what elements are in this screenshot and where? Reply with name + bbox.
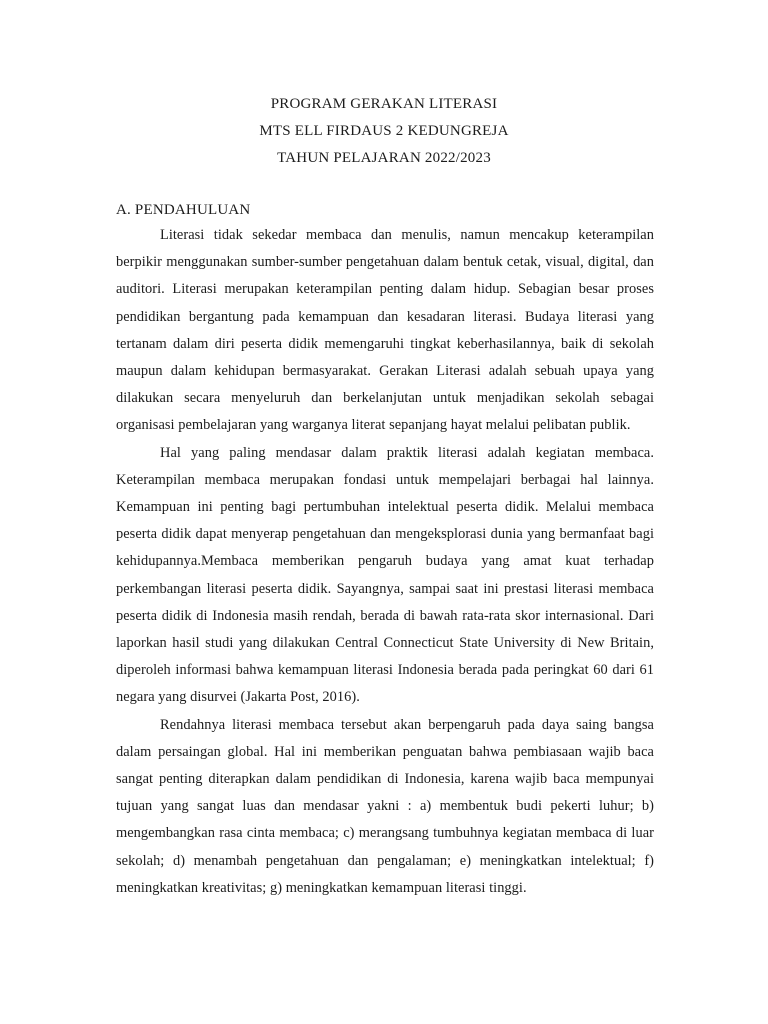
title-line-program: PROGRAM GERAKAN LITERASI — [270, 96, 498, 112]
title-line-school: MTS ELL FIRDAUS 2 KEDUNGREJA — [259, 123, 509, 139]
title-line-year: TAHUN PELAJARAN 2022/2023 — [277, 150, 491, 166]
section-heading-pendahuluan: A. PENDAHULUAN — [116, 202, 251, 218]
paragraph-wajib-baca: Rendahnya literasi membaca tersebut akan berpengaruh pada daya saing bangsa dalam persaingan global. Hal ini memberikan penguatan bahwa pembiasaan wajib baca sangat penting diterapkan dalam pendidikan di Indonesia, karena wajib baca mempunyai tujuan yang sangat luas dan mendasar yakni : a) membentuk budi pekerti luhur; b) mengembangkan rasa cinta membaca; c) merangsang tumbuhnya kegiatan membaca di luar sekolah; d) menambah pengetahuan dan pengalaman; e) meningkatkan intelektual; f) meningkatkan kreativitas; g) meningkatkan kemampuan literasi tinggi. — [116, 716, 654, 896]
section-body — [116, 222, 654, 902]
paragraph-membaca: Hal yang paling mendasar dalam praktik literasi adalah kegiatan membaca. Keterampilan membaca merupakan fondasi untuk mempelajari berbagai hal lainnya. Kemampuan ini penting bagi pertumbuhan intelektual peserta didik. Melalui membaca peserta didik dapat menyerap pengetahuan dan mengeksplorasi dunia yang bermanfaat bagi kehidupannya.Membaca memberikan pengaruh budaya yang amat kuat terhadap perkembangan literasi peserta didik. Sayangnya, sampai saat ini prestasi literasi membaca peserta didik di Indonesia masih rendah, berada di bawah rata-rata skor internasional. Dari laporkan hasil studi yang dilakukan Central Connecticut State University di New Britain, diperoleh informasi bahwa kemampuan literasi Indonesia berada pada peringkat 60 dari 61 negara yang disurvei (Jakarta Post, 2016). — [116, 444, 654, 706]
paragraph-literasi-definition: Literasi tidak sekedar membaca dan menulis, namun mencakup keterampilan berpikir menggunakan sumber-sumber pengetahuan dalam bentuk cetak, visual, digital, dan auditori. Literasi merupakan keterampilan penting dalam hidup. Sebagian besar proses pendidikan bergantung pada kemampuan dan kesadaran literasi. Budaya literasi yang tertanam dalam diri peserta didik memengaruhi tingkat keberhasilannya, baik di sekolah maupun dalam kehidupan bermasyarakat. Gerakan Literasi adalah sebuah upaya yang dilakukan secara menyeluruh dan berkelanjutan untuk menjadikan sekolah sebagai organisasi pembelajaran yang warganya literat sepanjang hayat melalui pelibatan publik. — [116, 227, 654, 434]
document-title — [0, 91, 768, 172]
